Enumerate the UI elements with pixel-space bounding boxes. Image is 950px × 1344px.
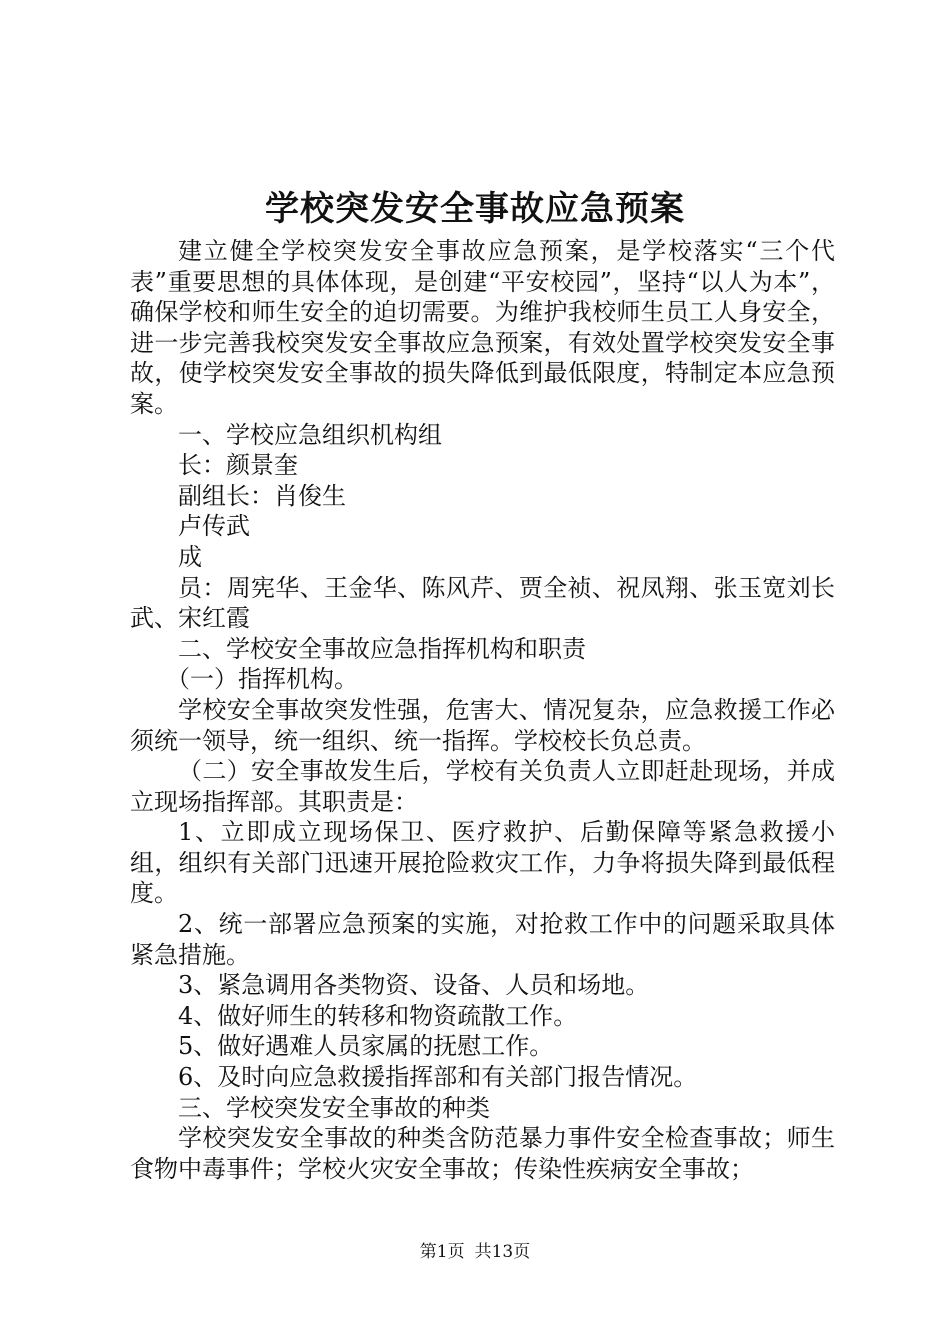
members-line: 员：周宪华、王金华、陈风芹、贾全祯、祝凤翔、张玉宽刘长武、宋红霞 [130,573,835,633]
page-total: 共13页 [474,1242,531,1262]
section-heading-2: 二、学校安全事故应急指挥机构和职责 [178,634,586,663]
deputy-leader-name: 卢传武 [178,512,250,541]
page-footer [0,1240,950,1264]
duty-item-4: 4、做好师生的转移和物资疏散工作。 [178,1001,578,1030]
command-paragraph: 学校安全事故突发性强，危害大、情况复杂，应急救援工作必须统一领导，统一组织、统一指挥。学校校长负总责。 [130,695,835,755]
intro-paragraph: 建立健全学校突发安全事故应急预案，是学校落实“三个代表”重要思想的具体体现，是创建“平安校园”，坚持“以人为本”，确保学校和师生安全的迫切需要。为维护我校师生员工人身安全，进一步完善我校突发安全事故应急预案，有效处置学校突发安全事故，使学校突发安全事故的损失降低到最低限度，特制定本应急预案。 [130,237,835,418]
members-label-line: 成 [178,542,202,571]
section-heading-1: 一、学校应急组织机构组 [178,420,442,449]
duty-item-3: 3、紧急调用各类物资、设备、人员和场地。 [178,971,650,1000]
group-leader-line: 长：颜景奎 [178,451,298,480]
section-heading-3: 三、学校突发安全事故的种类 [178,1093,490,1122]
page-number: 第1页 [419,1242,465,1262]
document-title: 学校突发安全事故应急预案 [265,189,685,229]
duty-item-2: 2、统一部署应急预案的实施，对抢救工作中的问题采取具体紧急措施。 [130,910,835,969]
deputy-leader-line: 副组长：肖俊生 [178,481,346,510]
accident-types-paragraph: 学校突发安全事故的种类含防范暴力事件安全检查事故；师生食物中毒事件；学校火灾安全事故；传染性疾病安全事故； [130,1124,835,1183]
duty-item-1: 1、立即成立现场保卫、医疗救护、后勤保障等紧急救援小组，组织有关部门迅速开展抢险救灾工作，力争将损失降到最低程度。 [130,818,835,908]
subsection-heading-1: （一）指挥机构。 [166,665,358,694]
subsection-paragraph-2: （二）安全事故发生后，学校有关负责人立即赶赴现场，并成立现场指挥部。其职责是： [130,757,835,816]
document-body [130,236,835,1184]
duty-item-6: 6、及时向应急救援指挥部和有关部门报告情况。 [178,1063,698,1092]
duty-item-5: 5、做好遇难人员家属的抚慰工作。 [178,1032,554,1061]
